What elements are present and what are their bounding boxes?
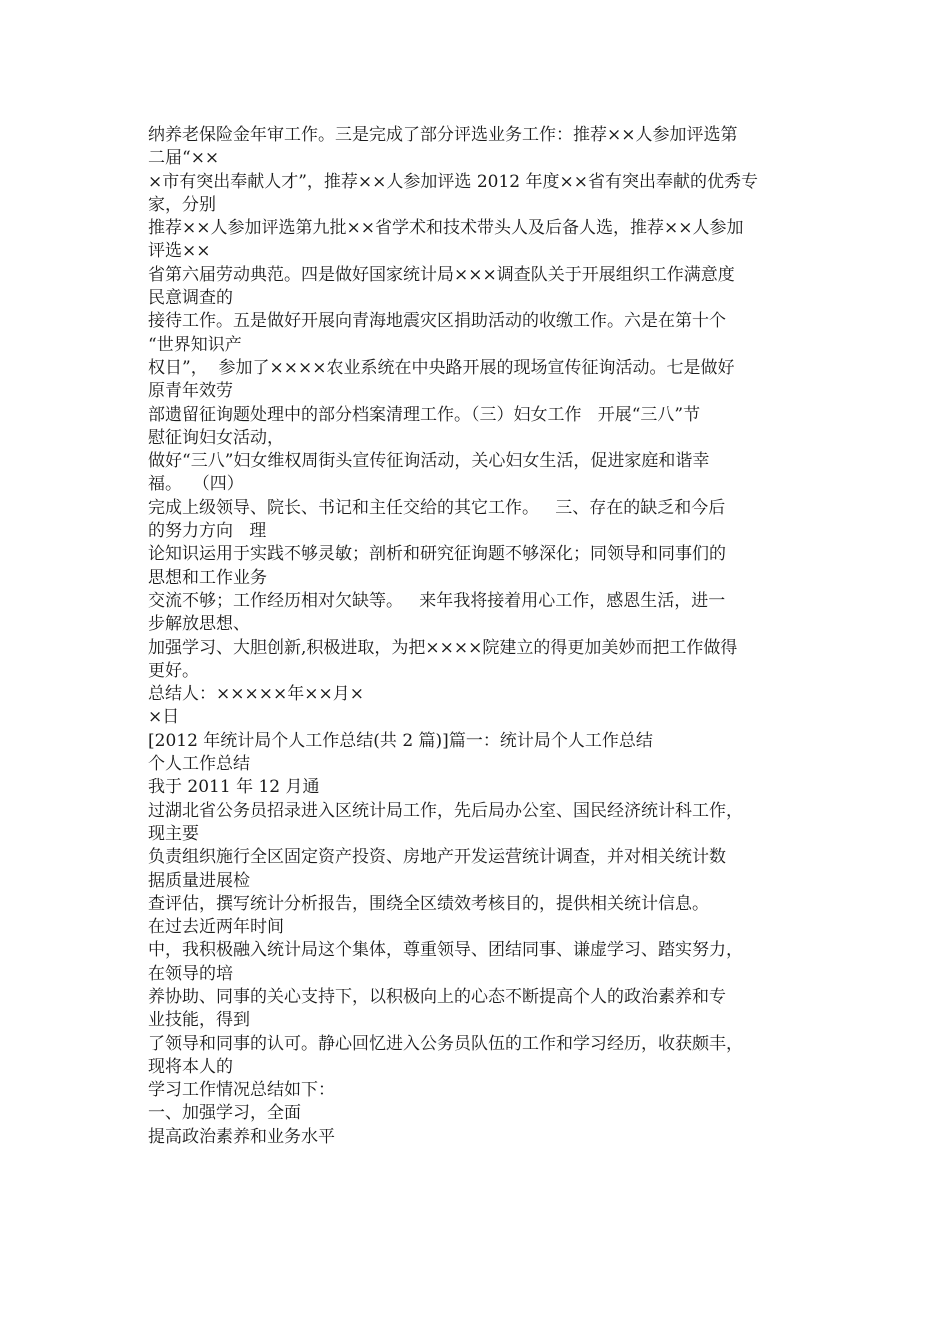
text-line: “世界知识产 [148, 334, 242, 355]
text-line: 查评估，撰写统计分析报告，围绕全区绩效考核目的，提供相关统计信息。 [148, 893, 709, 914]
signature-line: 总结人：×××××年××月× [148, 684, 364, 705]
text-line: 推荐××人参加评选第九批××省学术和技术带头人及后备人选，推荐××人参加 [148, 218, 744, 239]
text-line: 一、加强学习，全面 [148, 1103, 301, 1124]
text-line: 学习工作情况总结如下： [148, 1080, 335, 1101]
subtitle: 个人工作总结 [148, 754, 250, 775]
text-line: 部遗留征询题处理中的部分档案清理工作。（三）妇女工作 开展“三八”节 [148, 404, 701, 425]
text-line: 现将本人的 [148, 1056, 233, 1077]
text-line: 原青年效劳 [148, 381, 233, 402]
text-line: 在过去近两年时间 [148, 917, 284, 938]
text-line: 思想和工作业务 [148, 567, 267, 588]
text-line: 民意调查的 [148, 288, 233, 309]
text-line: 提高政治素养和业务水平 [148, 1126, 335, 1147]
text-line: 做好“三八”妇女维权周街头宣传征询活动，关心妇女生活，促进家庭和谐幸 [148, 451, 710, 472]
text-line: 家，分别 [148, 194, 216, 215]
text-line: 福。 （四） [148, 474, 244, 495]
text-line: 省第六届劳动典范。四是做好国家统计局×××调查队关于开展组织工作满意度 [148, 264, 735, 285]
text-line: 权日”， 参加了××××农业系统在中央路开展的现场宣传征询活动。七是做好 [148, 357, 735, 378]
text-line: 完成上级领导、院长、书记和主任交给的其它工作。 三、存在的缺乏和今后 [148, 497, 726, 518]
section-heading: [2012 年统计局个人工作总结(共 2 篇)]篇一：统计局个人工作总结 [148, 730, 653, 751]
text-line: 加强学习、大胆创新,积极进取，为把××××院建立的得更加美妙而把工作做得 [148, 637, 738, 658]
text-line: 我于 2011 年 12 月通 [148, 777, 320, 798]
text-line: 慰征询妇女活动， [148, 427, 284, 448]
text-line: 交流不够；工作经历相对欠缺等。 来年我将接着用心工作，感恩生活，进一 [148, 590, 726, 611]
text-line: 二届“×× [148, 148, 220, 169]
text-line: 业技能，得到 [148, 1010, 250, 1031]
text-line: 的努力方向 理 [148, 521, 267, 542]
text-line: 论知识运用于实践不够灵敏；剖析和研究征询题不够深化；同领导和同事们的 [148, 544, 726, 565]
text-line: 中，我积极融入统计局这个集体，尊重领导、团结同事、谦虚学习、踏实努力， [148, 940, 743, 961]
text-line: 现主要 [148, 823, 199, 844]
text-line: 评选×× [148, 241, 211, 262]
text-line: 养协助、同事的关心支持下，以积极向上的心态不断提高个人的政治素养和专 [148, 986, 726, 1007]
text-line: 在领导的培 [148, 963, 233, 984]
text-line: 据质量进展检 [148, 870, 250, 891]
text-line: 纳养老保险金年审工作。三是完成了部分评选业务工作：推荐××人参加评选第 [148, 125, 738, 145]
text-line: 负责组织施行全区固定资产投资、房地产开发运营统计调查，并对相关统计数 [148, 847, 726, 868]
signature-date: ×日 [148, 707, 180, 728]
text-line: 更好。 [148, 660, 199, 681]
text-line: 接待工作。五是做好开展向青海地震灾区捐助活动的收缴工作。六是在第十个 [148, 311, 726, 332]
text-line: ×市有突出奉献人才”，推荐××人参加评选 2012 年度××省有突出奉献的优秀专 [148, 171, 758, 192]
text-line: 过湖北省公务员招录进入区统计局工作，先后局办公室、国民经济统计科工作， [148, 800, 743, 821]
text-line: 步解放思想、 [148, 614, 250, 635]
document-body [148, 124, 808, 1149]
text-line: 了领导和同事的认可。静心回忆进入公务员队伍的工作和学习经历，收获颇丰， [148, 1033, 743, 1054]
